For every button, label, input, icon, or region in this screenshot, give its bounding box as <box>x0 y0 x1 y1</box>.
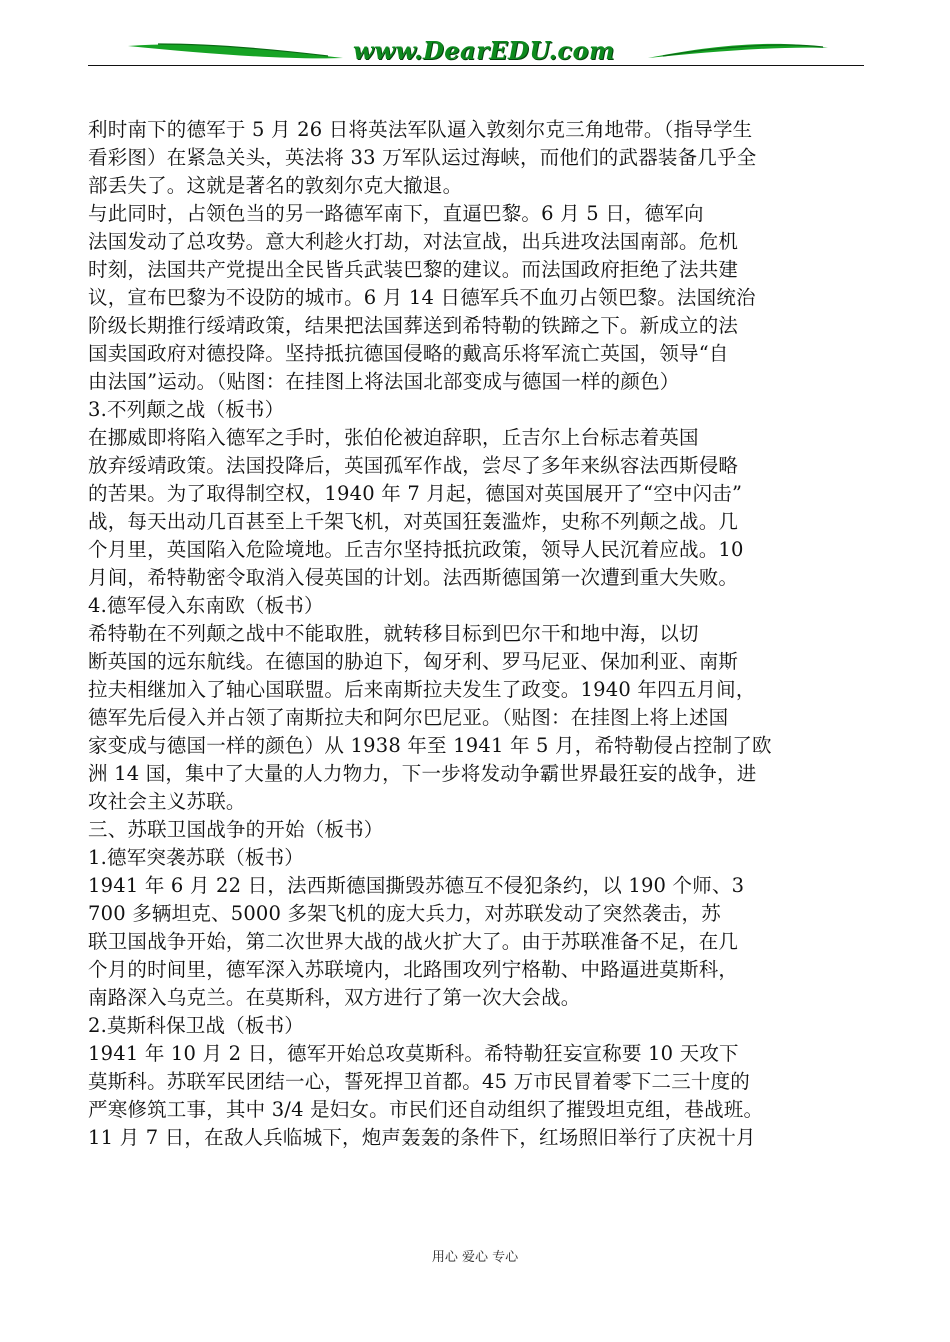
text-line: 1941 年 6 月 22 日，法西斯德国撕毁苏德互不侵犯条约，以 190 个师、3 <box>88 874 745 897</box>
section-heading: 4.德军侵入东南欧（板书） <box>88 594 324 617</box>
document-body <box>88 116 858 1152</box>
text-line: 莫斯科。苏联军民团结一心，誓死捍卫首都。45 万市民冒着零下二三十度的 <box>88 1070 751 1093</box>
text-line: 法国发动了总攻势。意大利趁火打劫，对法宣战，出兵进攻法国南部。危机 <box>88 230 739 253</box>
text-line: 与此同时，占领色当的另一路德军南下，直逼巴黎。6 月 5 日，德军向 <box>88 202 704 225</box>
text-line: 家变成与德国一样的颜色）从 1938 年至 1941 年 5 月，希特勒侵占控制了欧 <box>88 734 772 757</box>
text-line: 利时南下的德军于 5 月 26 日将英法军队逼入敦刻尔克三角地带。（指导学生 <box>88 118 753 141</box>
text-line: 由法国”运动。（贴图：在挂图上将法国北部变成与德国一样的颜色） <box>88 370 680 393</box>
section-heading: 2.莫斯科保卫战（板书） <box>88 1014 305 1037</box>
text-line: 700 多辆坦克、5000 多架飞机的庞大兵力，对苏联发动了突然袭击，苏 <box>88 902 721 925</box>
text-line: 11 月 7 日，在敌人兵临城下，炮声轰轰的条件下，红场照旧举行了庆祝十月 <box>88 1126 756 1149</box>
text-line: 部丢失了。这就是著名的敦刻尔克大撤退。 <box>88 174 463 197</box>
text-line: 严寒修筑工事，其中 3/4 是妇女。市民们还自动组织了摧毁坦克组，巷战班。 <box>88 1098 764 1121</box>
text-line: 个月的时间里，德军深入苏联境内，北路围攻列宁格勒、中路逼进莫斯科， <box>88 958 739 981</box>
text-line: 放弃绥靖政策。法国投降后，英国孤军作战，尝尽了多年来纵容法西斯侵略 <box>88 454 739 477</box>
text-line: 拉夫相继加入了轴心国联盟。后来南斯拉夫发生了政变。1940 年四五月间， <box>88 678 756 701</box>
section-heading: 3.不列颠之战（板书） <box>88 398 285 421</box>
text-line: 看彩图）在紧急关头，英法将 33 万军队运过海峡，而他们的武器装备几乎全 <box>88 146 757 169</box>
text-line: 月间，希特勒密令取消入侵英国的计划。法西斯德国第一次遭到重大失败。 <box>88 566 739 589</box>
section-heading: 1.德军突袭苏联（板书） <box>88 846 305 869</box>
page-header <box>88 30 864 78</box>
text-line: 时刻，法国共产党提出全民皆兵武装巴黎的建议。而法国政府拒绝了法共建 <box>88 258 739 281</box>
text-line: 断英国的远东航线。在德国的胁迫下，匈牙利、罗马尼亚、保加利亚、南斯 <box>88 650 739 673</box>
text-line: 1941 年 10 月 2 日，德军开始总攻莫斯科。希特勒狂妄宣称要 10 天攻下 <box>88 1042 739 1065</box>
text-line: 在挪威即将陷入德军之手时，张伯伦被迫辞职，丘吉尔上台标志着英国 <box>88 426 699 449</box>
text-line: 攻社会主义苏联。 <box>88 790 246 813</box>
text-line: 希特勒在不列颠之战中不能取胜，就转移目标到巴尔干和地中海，以切 <box>88 622 699 645</box>
text-line: 战，每天出动几百甚至上千架飞机，对英国狂轰滥炸，史称不列颠之战。几 <box>88 510 739 533</box>
text-line: 的苦果。为了取得制空权，1940 年 7 月起，德国对英国展开了“空中闪击” <box>88 482 743 505</box>
text-line: 阶级长期推行绥靖政策，结果把法国葬送到希特勒的铁蹄之下。新成立的法 <box>88 314 739 337</box>
site-logo-text: www.DearEDU.com <box>353 36 615 65</box>
text-line: 国卖国政府对德投降。坚持抵抗德国侵略的戴高乐将军流亡英国，领导“自 <box>88 342 729 365</box>
text-line: 议，宣布巴黎为不设防的城市。6 月 14 日德军兵不血刃占领巴黎。法国统治 <box>88 286 756 309</box>
text-line: 洲 14 国，集中了大量的人力物力，下一步将发动争霸世界最狂妄的战争，进 <box>88 762 757 785</box>
section-heading: 三、苏联卫国战争的开始（板书） <box>88 818 384 841</box>
page-footer: 用心 爱心 专心 <box>431 1250 519 1265</box>
text-line: 联卫国战争开始，第二次世界大战的战火扩大了。由于苏联准备不足，在几 <box>88 930 739 953</box>
text-line: 个月里，英国陷入危险境地。丘吉尔坚持抵抗政策，领导人民沉着应战。10 <box>88 538 744 561</box>
text-line: 德军先后侵入并占领了南斯拉夫和阿尔巴尼亚。（贴图：在挂图上将上述国 <box>88 706 729 729</box>
text-line: 南路深入乌克兰。在莫斯科，双方进行了第一次大会战。 <box>88 986 581 1009</box>
header-divider <box>88 65 864 66</box>
